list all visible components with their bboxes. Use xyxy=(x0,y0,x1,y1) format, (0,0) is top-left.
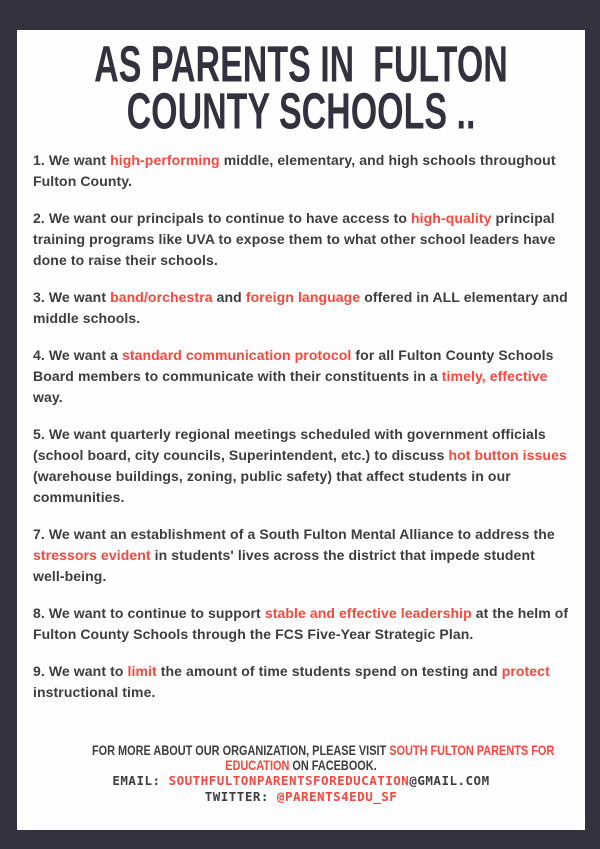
highlight-text: stable and effective leadership xyxy=(264,605,472,621)
flyer-page xyxy=(17,30,585,830)
highlight-text: stressors evident xyxy=(33,547,151,563)
plain-text: instructional time. xyxy=(33,684,156,700)
highlight-text: high-quality xyxy=(411,210,492,226)
item-number: 8. xyxy=(33,605,49,621)
highlight-text: hot button issues xyxy=(448,447,567,463)
plain-text: We want to xyxy=(48,663,128,679)
plain-text: at the helm of Fulton County Schools through the FCS Five-Year Strategic Plan. xyxy=(33,605,569,642)
plain-text: EMAIL: xyxy=(112,773,169,788)
plain-text: for all Fulton County Schools Board members to communicate with their constituents in a xyxy=(33,347,554,384)
highlight-text: EDUCATION xyxy=(225,757,290,773)
footer-twitter-line xyxy=(33,789,569,805)
plain-text: principal training programs like UVA to expose them to what other school leaders have done to raise their schools. xyxy=(33,210,556,268)
plain-text: FOR MORE ABOUT OUR ORGANIZATION, PLEASE VISIT xyxy=(91,742,390,758)
plain-text: and xyxy=(212,289,246,305)
list-item-7 xyxy=(33,524,569,587)
list-item-2 xyxy=(33,208,569,271)
list-item-3 xyxy=(33,287,569,329)
list-item-9 xyxy=(33,661,569,703)
highlight-text: protect xyxy=(501,663,550,679)
plain-text: in students' lives across the district that impede student well-being. xyxy=(33,547,535,584)
plain-text: ON FACEBOOK. xyxy=(289,757,377,773)
plain-text: We want an establishment of a South Fulton Mental Alliance to address the xyxy=(48,526,555,542)
item-number: 5. xyxy=(33,426,49,442)
highlight-text: SOUTHFULTONPARENTSFOREDUCATION xyxy=(168,773,410,788)
highlight-text: SOUTH FULTON PARENTS FOR xyxy=(389,742,555,758)
footer xyxy=(33,743,569,804)
item-number: 9. xyxy=(33,663,49,679)
plain-text: (warehouse buildings, zoning, public safety) that affect students in our communities. xyxy=(33,468,511,505)
plain-text: We want a xyxy=(48,347,122,363)
footer-email-line xyxy=(33,773,569,789)
list-item-5 xyxy=(33,424,569,508)
highlight-text: standard communication protocol xyxy=(121,347,352,363)
highlight-text: @PARENTS4EDU_SF xyxy=(276,788,398,804)
plain-text: We want xyxy=(48,152,111,168)
list-item-8 xyxy=(33,603,569,645)
plain-text: We want to continue to support xyxy=(48,605,265,621)
title-line-1: AS PARENTS IN FULTON xyxy=(94,36,508,94)
item-number: 3. xyxy=(33,289,49,305)
flyer-title xyxy=(33,36,569,141)
plain-text: We want quarterly regional meetings scheduled with government officials (school board, city councils, Superintendent, etc.) to discuss xyxy=(33,426,546,463)
item-number: 2. xyxy=(33,210,49,226)
highlight-text: timely, effective xyxy=(441,368,548,384)
highlight-text: band/orchestra xyxy=(110,289,213,305)
plain-text: We want xyxy=(48,289,111,305)
wants-list xyxy=(33,150,569,703)
footer-visit-line-1 xyxy=(91,742,555,758)
item-number: 1. xyxy=(33,152,49,168)
item-number: 7. xyxy=(33,526,49,542)
item-number: 4. xyxy=(33,347,49,363)
plain-text: middle, elementary, and high schools throughout Fulton County. xyxy=(33,152,556,189)
footer-visit-line-2 xyxy=(92,758,510,773)
plain-text: offered in ALL elementary and middle schools. xyxy=(33,289,568,326)
plain-text: We want our principals to continue to have access to xyxy=(48,210,411,226)
title-line-2: COUNTY SCHOOLS .. xyxy=(126,83,476,141)
plain-text: way. xyxy=(33,389,63,405)
list-item-1 xyxy=(33,150,569,192)
highlight-text: limit xyxy=(127,663,157,679)
plain-text: the amount of time students spend on testing and xyxy=(156,663,502,679)
list-item-4 xyxy=(33,345,569,408)
plain-text: @GMAIL.COM xyxy=(409,773,490,788)
plain-text: TWITTER: xyxy=(204,788,277,804)
highlight-text: high-performing xyxy=(110,152,220,168)
highlight-text: foreign language xyxy=(245,289,361,305)
